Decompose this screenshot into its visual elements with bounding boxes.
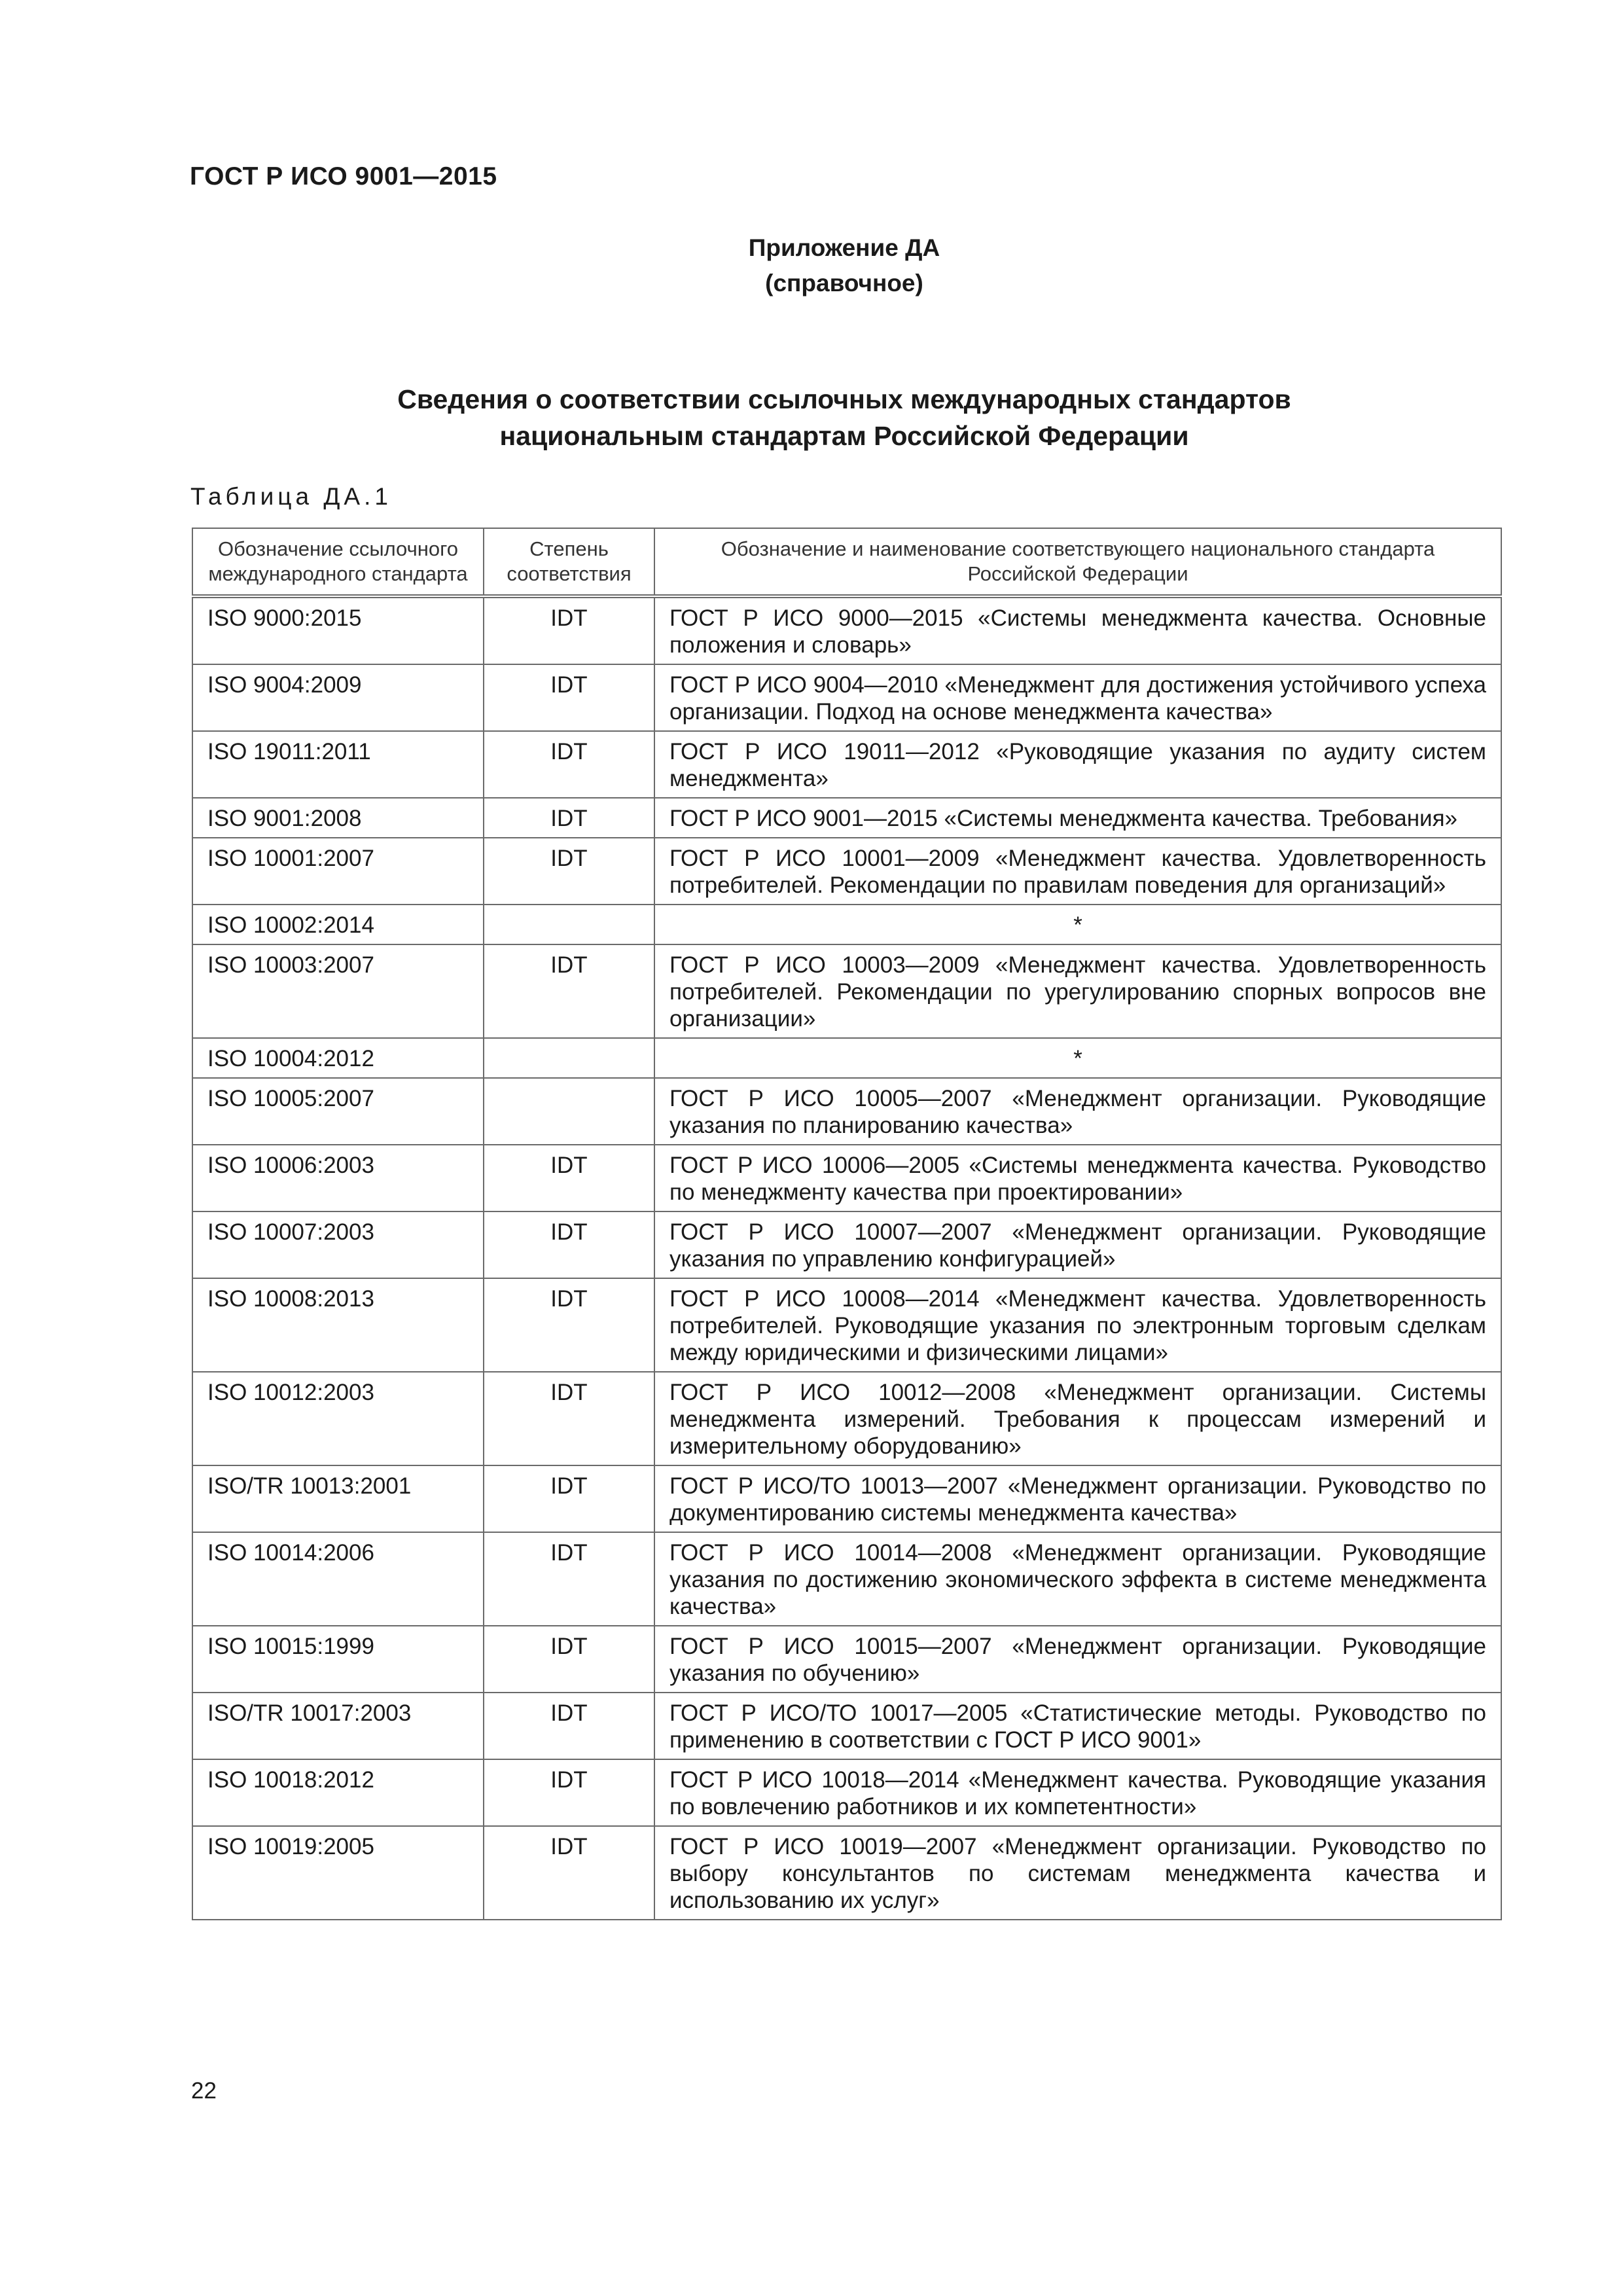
cell-degree bbox=[484, 1078, 654, 1145]
cell-international-standard: ISO 9004:2009 bbox=[192, 664, 484, 731]
table-body bbox=[192, 596, 1501, 1920]
cell-degree: IDT bbox=[484, 731, 654, 798]
table-row bbox=[192, 1693, 1501, 1759]
cell-international-standard: ISO 10002:2014 bbox=[192, 905, 484, 944]
cell-national-standard: ГОСТ Р ИСО 10007—2007 «Менеджмент организации. Руководящие указания по управлению конфигурацией» bbox=[654, 1211, 1501, 1278]
cell-international-standard: ISO 10005:2007 bbox=[192, 1078, 484, 1145]
cell-national-standard: ГОСТ Р ИСО 10019—2007 «Менеджмент организации. Руководство по выбору консультантов по системам менеджмента качества и использованию их услуг» bbox=[654, 1826, 1501, 1920]
cell-national-standard: ГОСТ Р ИСО 10008—2014 «Менеджмент качества. Удовлетворенность потребителей. Руководящие указания по электронным торговым сделкам между юридическими и физическими лицами» bbox=[654, 1278, 1501, 1372]
cell-degree: IDT bbox=[484, 596, 654, 664]
cell-national-standard: ГОСТ Р ИСО 10015—2007 «Менеджмент организации. Руководящие указания по обучению» bbox=[654, 1626, 1501, 1693]
cell-national-standard: * bbox=[654, 905, 1501, 944]
cell-national-standard: ГОСТ Р ИСО/ТО 10017—2005 «Статистические методы. Руководство по применению в соответствии с ГОСТ Р ИСО 9001» bbox=[654, 1693, 1501, 1759]
cell-national-standard: ГОСТ Р ИСО 9000—2015 «Системы менеджмента качества. Основные положения и словарь» bbox=[654, 596, 1501, 664]
table-row bbox=[192, 1038, 1501, 1078]
column-header-national-standard: Обозначение и наименование соответствующего национального стандарта Российской Федерации bbox=[654, 528, 1501, 596]
table-row bbox=[192, 1145, 1501, 1211]
cell-international-standard: ISO 10019:2005 bbox=[192, 1826, 484, 1920]
cell-degree: IDT bbox=[484, 1693, 654, 1759]
cell-degree bbox=[484, 1038, 654, 1078]
cell-degree: IDT bbox=[484, 664, 654, 731]
cell-international-standard: ISO 10014:2006 bbox=[192, 1532, 484, 1626]
cell-international-standard: ISO 19011:2011 bbox=[192, 731, 484, 798]
cell-international-standard: ISO/TR 10013:2001 bbox=[192, 1465, 484, 1532]
cell-degree: IDT bbox=[484, 944, 654, 1038]
cell-national-standard: ГОСТ Р ИСО 10001—2009 «Менеджмент качества. Удовлетворенность потребителей. Рекомендации по правилам поведения для организаций» bbox=[654, 838, 1501, 905]
section-title-line-2: национальным стандартам Российской Федерации bbox=[499, 421, 1189, 451]
correspondence-table bbox=[192, 528, 1502, 1920]
cell-degree bbox=[484, 905, 654, 944]
column-header-international-standard: Обозначение ссылочного международного стандарта bbox=[192, 528, 484, 596]
cell-international-standard: ISO 9001:2008 bbox=[192, 798, 484, 838]
cell-degree: IDT bbox=[484, 1465, 654, 1532]
cell-national-standard: * bbox=[654, 1038, 1501, 1078]
cell-degree: IDT bbox=[484, 1278, 654, 1372]
table-row bbox=[192, 1626, 1501, 1693]
table-row bbox=[192, 1759, 1501, 1826]
document-code: ГОСТ Р ИСО 9001—2015 bbox=[190, 162, 497, 190]
cell-international-standard: ISO 9000:2015 bbox=[192, 596, 484, 664]
cell-international-standard: ISO 10006:2003 bbox=[192, 1145, 484, 1211]
cell-national-standard: ГОСТ Р ИСО 19011—2012 «Руководящие указания по аудиту систем менеджмента» bbox=[654, 731, 1501, 798]
cell-national-standard: ГОСТ Р ИСО/ТО 10013—2007 «Менеджмент организации. Руководство по документированию системы менеджмента качества» bbox=[654, 1465, 1501, 1532]
table-row bbox=[192, 1211, 1501, 1278]
cell-international-standard: ISO 10015:1999 bbox=[192, 1626, 484, 1693]
table-row bbox=[192, 838, 1501, 905]
cell-national-standard: ГОСТ Р ИСО 10012—2008 «Менеджмент организации. Системы менеджмента измерений. Требования к процессам измерений и измерительному оборудованию» bbox=[654, 1372, 1501, 1465]
cell-international-standard: ISO 10007:2003 bbox=[192, 1211, 484, 1278]
cell-degree: IDT bbox=[484, 1532, 654, 1626]
cell-international-standard: ISO 10001:2007 bbox=[192, 838, 484, 905]
table-label: Таблица ДА.1 bbox=[190, 483, 392, 510]
page-number: 22 bbox=[191, 2078, 217, 2104]
column-header-degree: Степень соответствия bbox=[484, 528, 654, 596]
cell-national-standard: ГОСТ Р ИСО 10003—2009 «Менеджмент качества. Удовлетворенность потребителей. Рекомендации по урегулированию спорных вопросов вне организации» bbox=[654, 944, 1501, 1038]
cell-international-standard: ISO 10004:2012 bbox=[192, 1038, 484, 1078]
cell-national-standard: ГОСТ Р ИСО 10014—2008 «Менеджмент организации. Руководящие указания по достижению экономического эффекта в системе менеджмента качества» bbox=[654, 1532, 1501, 1626]
cell-national-standard: ГОСТ Р ИСО 10018—2014 «Менеджмент качества. Руководящие указания по вовлечению работников и их компетентности» bbox=[654, 1759, 1501, 1826]
cell-degree: IDT bbox=[484, 1826, 654, 1920]
cell-degree: IDT bbox=[484, 838, 654, 905]
cell-degree: IDT bbox=[484, 1145, 654, 1211]
cell-national-standard: ГОСТ Р ИСО 10006—2005 «Системы менеджмента качества. Руководство по менеджменту качества при проектировании» bbox=[654, 1145, 1501, 1211]
section-title-line-1: Сведения о соответствии ссылочных международных стандартов bbox=[397, 384, 1291, 414]
table-row bbox=[192, 944, 1501, 1038]
table-row bbox=[192, 798, 1501, 838]
table-row bbox=[192, 596, 1501, 664]
annex-status: (справочное) bbox=[765, 270, 923, 296]
section-title bbox=[0, 381, 1623, 454]
annex-title: Приложение ДА bbox=[748, 234, 940, 261]
cell-national-standard: ГОСТ Р ИСО 10005—2007 «Менеджмент организации. Руководящие указания по планированию качества» bbox=[654, 1078, 1501, 1145]
table-row bbox=[192, 1532, 1501, 1626]
table-header-row bbox=[192, 528, 1501, 596]
table-row bbox=[192, 905, 1501, 944]
cell-degree: IDT bbox=[484, 1626, 654, 1693]
table-row bbox=[192, 1078, 1501, 1145]
table-row bbox=[192, 1278, 1501, 1372]
cell-degree: IDT bbox=[484, 1211, 654, 1278]
table-row bbox=[192, 664, 1501, 731]
cell-international-standard: ISO 10008:2013 bbox=[192, 1278, 484, 1372]
cell-international-standard: ISO/TR 10017:2003 bbox=[192, 1693, 484, 1759]
cell-international-standard: ISO 10018:2012 bbox=[192, 1759, 484, 1826]
cell-national-standard: ГОСТ Р ИСО 9001—2015 «Системы менеджмента качества. Требования» bbox=[654, 798, 1501, 838]
cell-degree: IDT bbox=[484, 1759, 654, 1826]
table-row bbox=[192, 1826, 1501, 1920]
table-row bbox=[192, 1465, 1501, 1532]
table-row bbox=[192, 731, 1501, 798]
table-row bbox=[192, 1372, 1501, 1465]
annex-heading bbox=[0, 230, 1623, 301]
cell-international-standard: ISO 10003:2007 bbox=[192, 944, 484, 1038]
cell-degree: IDT bbox=[484, 1372, 654, 1465]
cell-international-standard: ISO 10012:2003 bbox=[192, 1372, 484, 1465]
cell-national-standard: ГОСТ Р ИСО 9004—2010 «Менеджмент для достижения устойчивого успеха организации. Подход на основе менеджмента качества» bbox=[654, 664, 1501, 731]
cell-degree: IDT bbox=[484, 798, 654, 838]
